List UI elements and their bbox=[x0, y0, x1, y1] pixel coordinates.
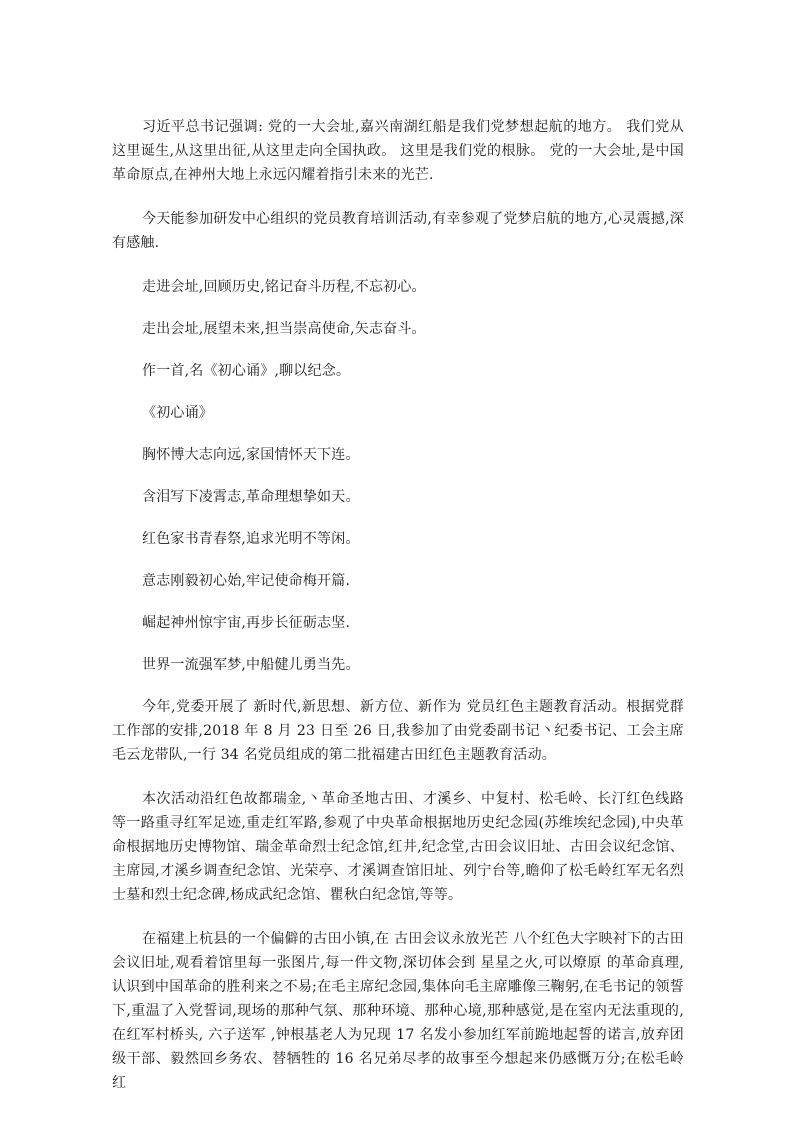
paragraph-enter: 走进会址,回顾历史,铭记奋斗历程,不忘初心。 bbox=[142, 279, 426, 295]
poem-line-2: 含泪写下凌霄志,革命理想挚如天。 bbox=[142, 489, 360, 505]
paragraph-exit: 走出会址,展望未来,担当崇高使命,矢志奋斗。 bbox=[142, 321, 426, 337]
paragraph-intro: 习近平总书记强调: 党的一大会址,嘉兴南湖红船是我们党梦想起航的地方。 我们党从这里诞生,从这里出征,从这里走向全国执政。 这里是我们党的根脉。 党的一大会址,是中国革命原点,在神州大地上永远闪耀着指引未来的光芒. bbox=[112, 119, 684, 183]
poem-line-4: 意志刚毅初心始,牢记使命梅开篇. bbox=[142, 573, 351, 589]
paragraph-route: 本次活动沿红色故都瑞金,丶革命圣地古田、才溪乡、中复村、松毛岭、长汀红色线路等一路重寻红军足迹,重走红军路,参观了中央革命根据地历史纪念园(苏维埃纪念园),中央革命根据地历史博物馆、瑞金革命烈士纪念馆,红井,纪念堂,古田会议旧址、古田会议纪念馆、主席园,才溪乡调查纪念馆、光荣亭、才溪调查馆旧址、列宁台等,瞻仰了松毛岭红军无名烈士墓和烈士纪念碑,杨成武纪念馆、瞿秋白纪念馆,等等。 bbox=[112, 791, 684, 903]
poem-line-6: 世界一流强军梦,中船健儿勇当先。 bbox=[142, 657, 360, 673]
paragraph-training: 今天能参加研发中心组织的党员教育培训活动,有幸参观了党梦启航的地方,心灵震撼,深有感触. bbox=[112, 211, 684, 251]
paragraph-gutian: 在福建上杭县的一个偏僻的古田小镇,在 古田会议永放光芒 八个红色大字映衬下的古田会议旧址,观看着馆里每一张图片,每一件文物,深切体会到 星星之火,可以燎原 的革命真理,认识到中国革命的胜利来之不易;在毛主席纪念园,集体向毛主席雕像三鞠躬,在毛书记的领誓下,重温了入党誓词,现场的那种气氛、那种环境、那种心境,那种感觉,是在室内无法重现的,在红军村桥头, 六子送军 ,钟根基老人为兄现 17 名发小参加红军前跪地起誓的诺言,放弃团级干部、毅然回乡务农、替牺牲的 16 名兄弟尽孝的故事至今想起来仍感慨万分;在松毛岭红 bbox=[112, 931, 684, 1091]
paragraph-poem-intro: 作一首,名《初心诵》,聊以纪念。 bbox=[142, 363, 351, 379]
poem-line-3: 红色家书青春祭,追求光明不等闲。 bbox=[142, 531, 360, 547]
poem-title: 《初心诵》 bbox=[142, 405, 213, 421]
poem-line-5: 崛起神州惊宇宙,再步长征砺志坚. bbox=[142, 615, 351, 631]
poem-line-1: 胸怀博大志向远,家国情怀天下连。 bbox=[142, 447, 360, 463]
paragraph-activity: 今年,党委开展了 新时代,新思想、新方位、新作为 党员红色主题教育活动。根据党群工作部的安排,2018 年 8 月 23 日至 26 日,我参加了由党委副书记丶纪委书记、工会主席毛云龙带队,一行 34 名党员组成的第二批福建古田红色主题教育活动。 bbox=[112, 699, 684, 763]
